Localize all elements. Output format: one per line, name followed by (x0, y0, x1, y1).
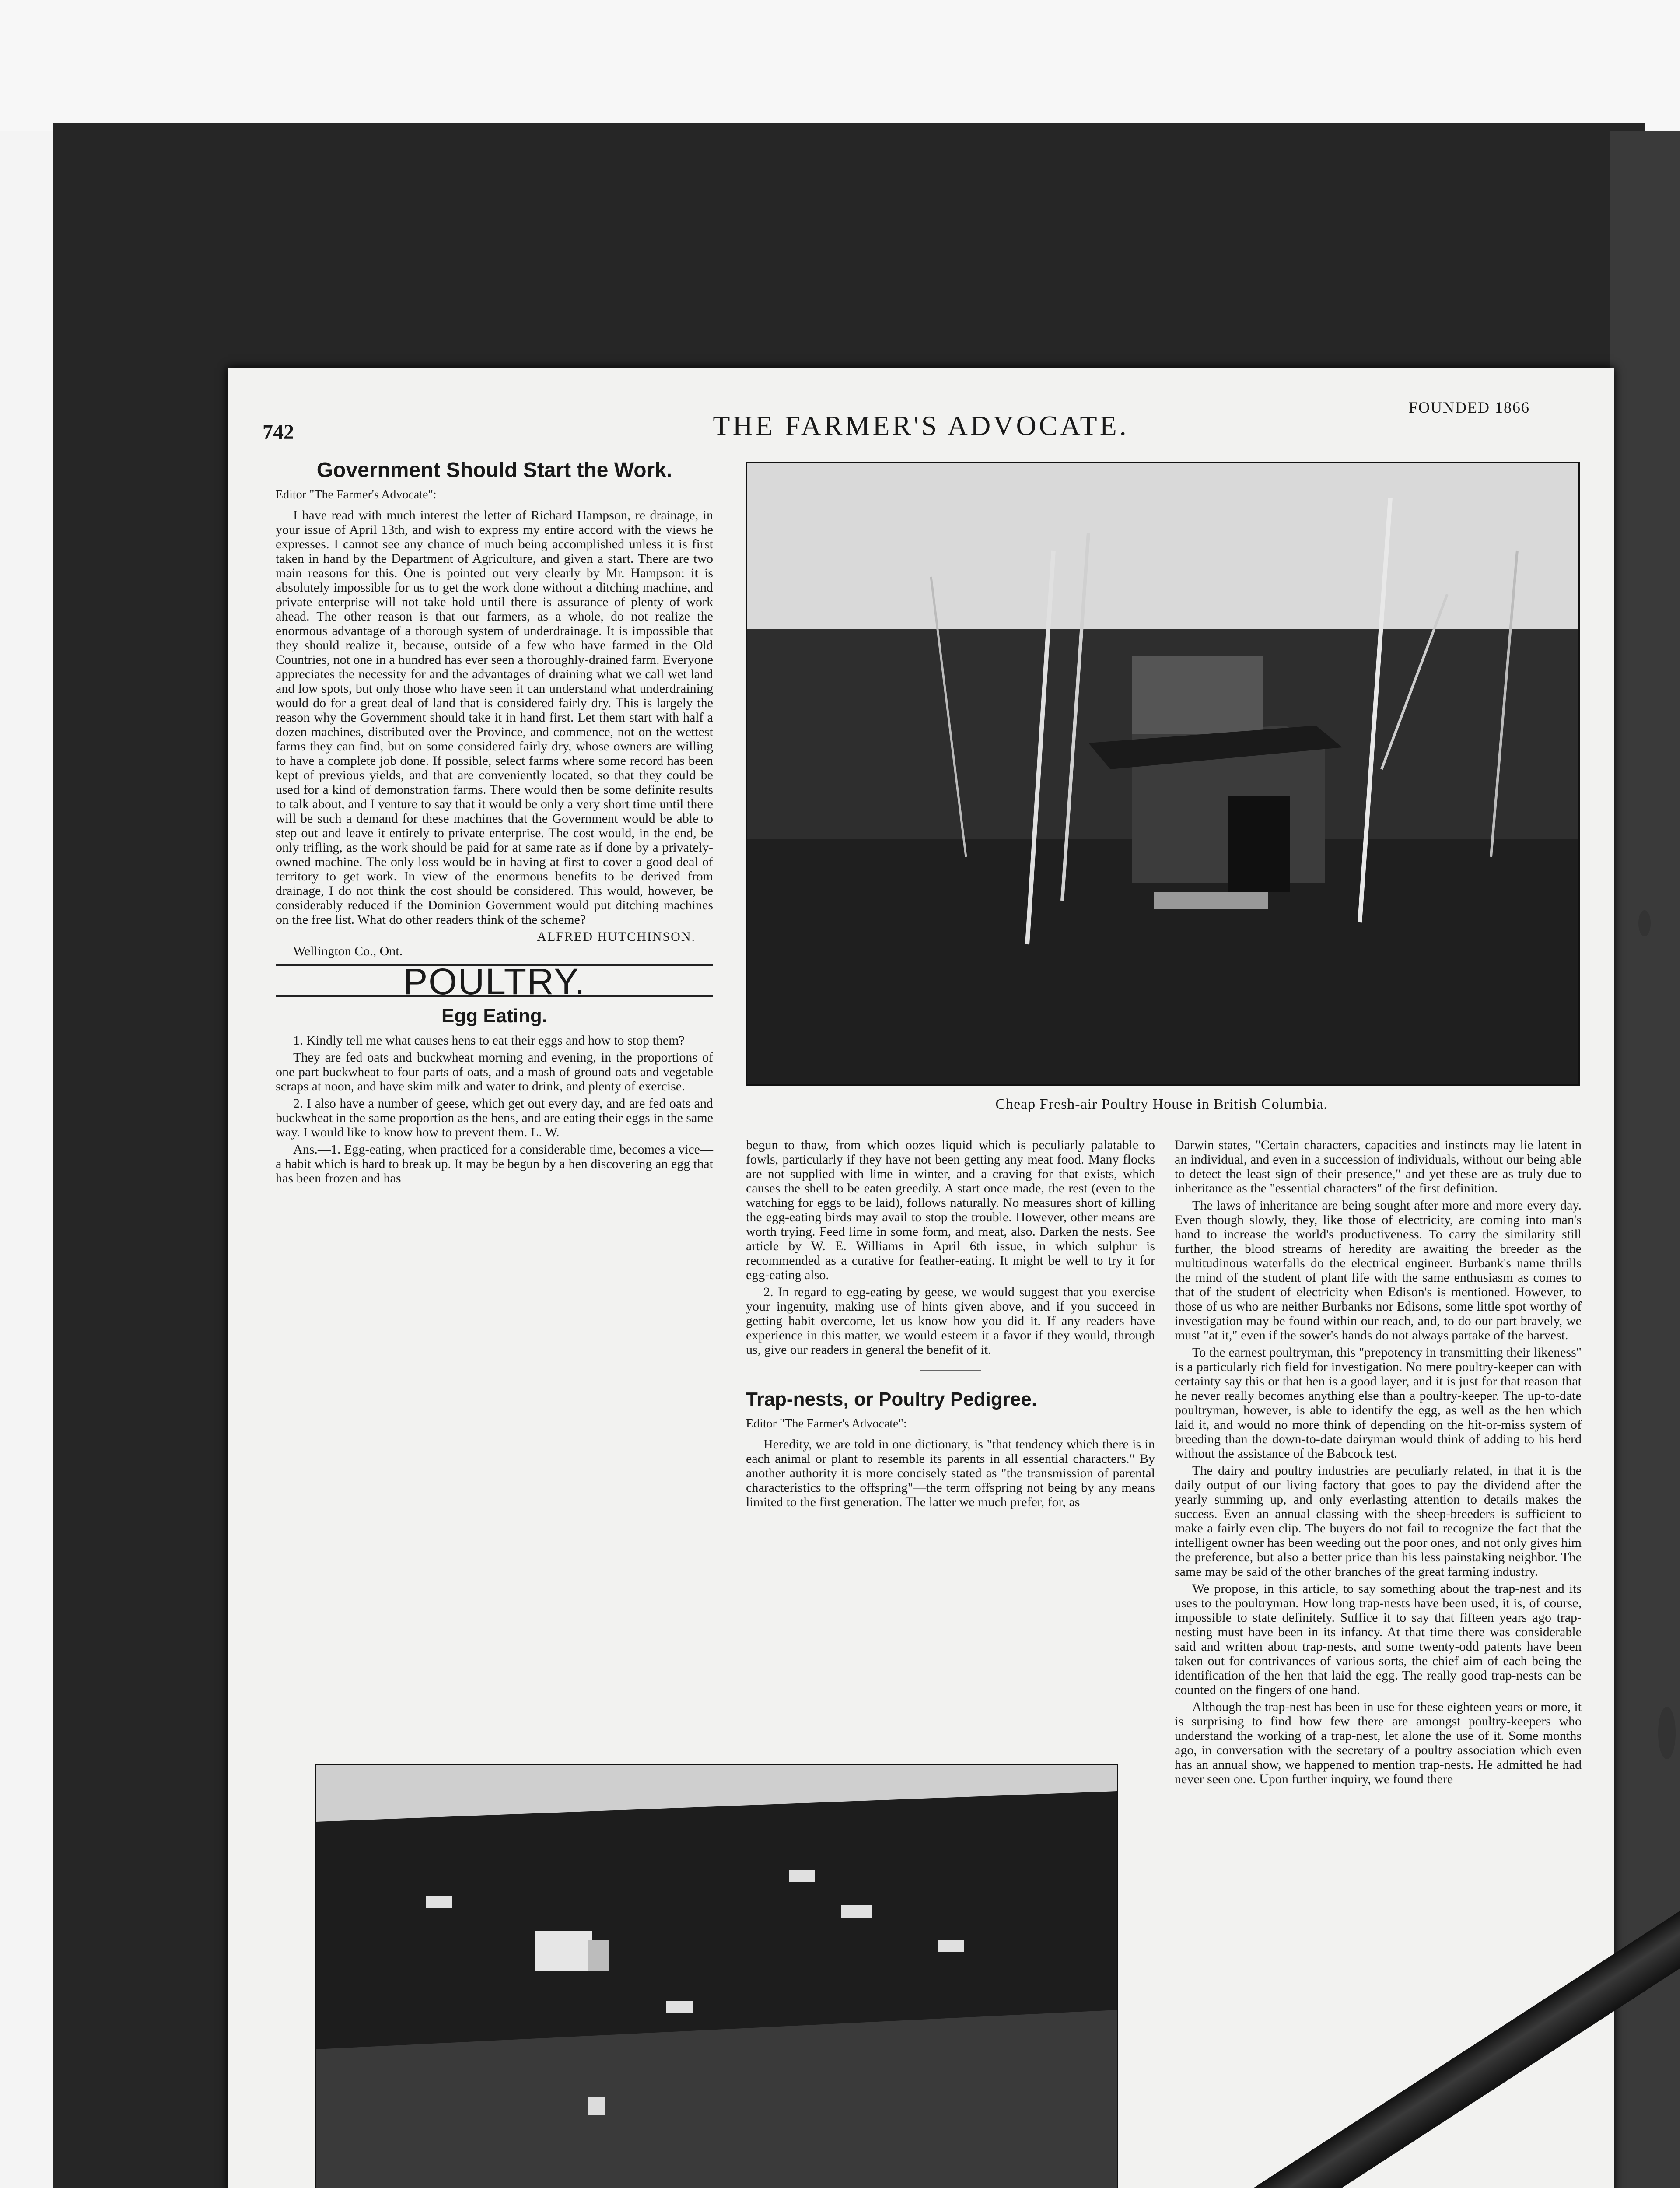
scan-backdrop-right (1610, 131, 1680, 2188)
binding-mark (1658, 1707, 1676, 1759)
article-paragraph: Darwin states, "Certain characters, capacities and instincts may lie latent in an individual, and even in a succession of individuals, without our being able to detect the least sign of their presence," and yet these are as truly due to inheritance as the "essential characters" of the first definition. (1175, 1138, 1582, 1196)
article-paragraph: I have read with much interest the letter of Richard Hampson, re drainage, in your issue of April 13th, and wish to express my entire accord with the views he expresses. I cannot see any chance of much being accomplished unless it is first taken in hand by the Department of Agriculture, and given a start. There are two main reasons for this. One is pointed out very clearly by Mr. Hampson: it is absolutely impossible for us to get the work done without a ditching machine, and private enterprise will not take hold until there is assurance of plenty of work ahead. The other reason is that our farmers, as a whole, do not realize the enormous advantage of a thorough system of underdrainage. It is impossible that they should realize it, because, outside of a few who have farmed in the Old Countries, not one in a hundred has ever seen a thoroughly-drained farm. Everyone appreciates the necessity for and the advantages of draining what we call wet land and low spots, but only those who have seen it can understand what underdraining would do for a great deal of land that is considered fairly dry. This is largely the reason why the Government should take it in hand first. Let them start with half a dozen machines, distributed over the Province, and commence, not on the wettest farms they can find, but on some considered fairly dry, whose owners are willing to have a complete job done. If possible, select farms where some record has been kept of previous yields, and that are conveniently located, so that they could be used for a kind of demonstration farms. There would then be some definite results to talk about, and I venture to say that it would be only a very short time until there will be such a demand for these machines that the Government would be able to step out and leave it entirely to private enterprise. The cost would, in the end, be only trifling, as the work should be paid for at same rate as if done by a privately-owned machine. The only loss would be in having at first to cover a good deal of territory to get work. In view of the enormous benefits to be derived from drainage, I do not think the cost should be considered. This would, however, be considerably reduced if the Dominion Government would put ditching machines on the free list. What do other readers think of the scheme? (276, 508, 713, 927)
poultry-plant-illustration (316, 1765, 1117, 2188)
article-heading-egg-eating: Egg Eating. (441, 1005, 547, 1027)
article-heading-government: Government Should Start the Work. (316, 459, 672, 482)
founded-line: FOUNDED 1866 (1409, 399, 1530, 416)
binding-mark (1638, 910, 1651, 936)
article-paragraph: Ans.—1. Egg-eating, when practiced for a considerable time, becomes a vice—a habit which is hard to break up. It may be begun by a hen discovering an egg that has been frozen and has (276, 1142, 713, 1185)
poultry-house-illustration (747, 463, 1578, 1084)
article-paragraph: We propose, in this article, to say something about the trap-nest and its uses to the poultryman. How long trap-nests have been used, it is, of course, impossible to state definitely. Suffice it to say that fifteen years ago trap-nesting must have been in its infancy. At that time there was considerable said and written about trap-nests, and some twenty-odd patents have been taken out for contrivances of various sorts, the chief aim of each being the identification of the hen that laid the egg. The really good trap-nests can be counted on the fingers of one hand. (1175, 1581, 1582, 1697)
photo-poultry-plant (315, 1764, 1118, 2188)
article-paragraph: 2. I also have a number of geese, which get out every day, and are fed oats and buckwheat in the same proportion as the hens, and are eating their eggs in the same way. I would like to know how to prevent them. L. W. (276, 1096, 713, 1140)
column-1 (276, 459, 713, 1188)
article-paragraph: The dairy and poultry industries are peculiarly related, in that it is the daily output of our living factory that goes to pay the dividend after the yearly summing up, and only everlasting attention to details makes the success. Even an annual classing with the sheep-breeders is sufficient to make a fairly even clip. The buyers do not fail to recognize the fact that the intelligent owner has been weeding out the poor ones, and not only gives him the preference, but also a better price than his less painstaking neighbor. The same may be said of the other branches of the great farming industry. (1175, 1463, 1582, 1579)
article-paragraph: To the earnest poultryman, this "prepotency in transmitting their likeness" is a particularly rich field for investigation. No mere poultry-keeper can with certainty say this or that hen is a good layer, and it is just for that reason that he never really becomes anything else than a poultry-keeper. The up-to-date poultryman, however, is able to identify the egg, as well as the hen which laid it, and would no more think of depending on the hit-or-miss system of breeding than the down-to-date dairyman would think of adding to his herd without the assistance of the Babcock test. (1175, 1345, 1582, 1461)
article-paragraph: Although the trap-nest has been in use for these eighteen years or more, it is surprising to find how few there are amongst poultry-keepers who understand the working of a trap-nest, let alone the use of it. Some months ago, in conversation with the secretary of a poultry association which even has an annual show, we happened to mention trap-nests. He admitted he had never seen one. Upon further inquiry, we found there (1175, 1700, 1582, 1786)
article-paragraph: They are fed oats and buckwheat morning and evening, in the proportions of one part buckwheat to four parts of oats, and a mash of ground oats and vegetable scraps at noon, and have skim milk and water to drink, and plenty of exercise. (276, 1050, 713, 1094)
signature: ALFRED HUTCHINSON. (537, 929, 696, 944)
column-3 (1175, 1138, 1582, 1789)
column-2 (746, 1138, 1155, 1512)
editor-line: Editor "The Farmer's Advocate": (276, 488, 437, 501)
newspaper-page (228, 368, 1614, 2188)
page-number: 742 (262, 421, 294, 444)
article-paragraph: begun to thaw, from which oozes liquid which is peculiarly palatable to fowls, particularly if they have not been getting any meat food. Many flocks are not supplied with lime in winter, and a craving for that exists, which causes the shell to be eaten greedily. A start once made, the rest (even to the watching for eggs to be laid), follows naturally. No measures short of killing the egg-eating birds may avail to stop the trouble. However, other means are worth trying. Feed lime in some form, and meat, also. Darken the nests. See article by W. E. Williams in April 6th issue, in which sulphur is recommended as a curative for feather-eating. It might be well to try it for egg-eating also. (746, 1138, 1155, 1282)
article-paragraph: 2. In regard to egg-eating by geese, we would suggest that you exercise your ingenuity, making use of hints given above, and if you succeed in getting habit overcome, let us know how you did it. If any readers have experience in this matter, we would esteem it a favor if they would, through us, give our readers in general the benefit of it. (746, 1285, 1155, 1357)
article-paragraph: Heredity, we are told in one dictionary, is "that tendency which there is in each animal or plant to resemble its parents in all essential characters." By another authority it is more concisely stated as "the transmission of parental characteristics to the offspring"—the term offspring not being by any means limited to the first generation. The latter we much prefer, for, as (746, 1437, 1155, 1509)
short-rule (920, 1370, 981, 1371)
article-paragraph: The laws of inheritance are being sought after more and more every day. Even though slowly, they, like those of electricity, are coming into man's hand to increase the world's productiveness. To carry the similarity still further, the blood streams of heredity are awaiting the breeder as the multitudinous waterfalls do the electrical engineer. Burbank's name thrills the mind of the student of plant life with the same enthusiasm as comes to that of the student of electricity when Edison's is mentioned. However, to those of us who are neither Burbanks nor Edisons, some little spot worthy of investigation may be found within our reach, and, to do our part bravely, we must "at it," even if the sower's hands do not always partake of the harvest. (1175, 1198, 1582, 1343)
article-heading-trap-nests: Trap-nests, or Poultry Pedigree. (746, 1389, 1037, 1410)
publication-title: THE FARMER'S ADVOCATE. (713, 410, 1129, 441)
dateline-place: Wellington Co., Ont. (293, 944, 403, 958)
editor-line: Editor "The Farmer's Advocate": (746, 1417, 907, 1431)
photo-caption-top: Cheap Fresh-air Poultry House in British Columbia. (995, 1096, 1328, 1112)
section-title-poultry: POULTRY. (403, 961, 586, 1002)
scan-backdrop-top (0, 0, 1680, 131)
article-paragraph: 1. Kindly tell me what causes hens to eat their eggs and how to stop them? (293, 1033, 685, 1048)
photo-poultry-house (746, 462, 1580, 1086)
